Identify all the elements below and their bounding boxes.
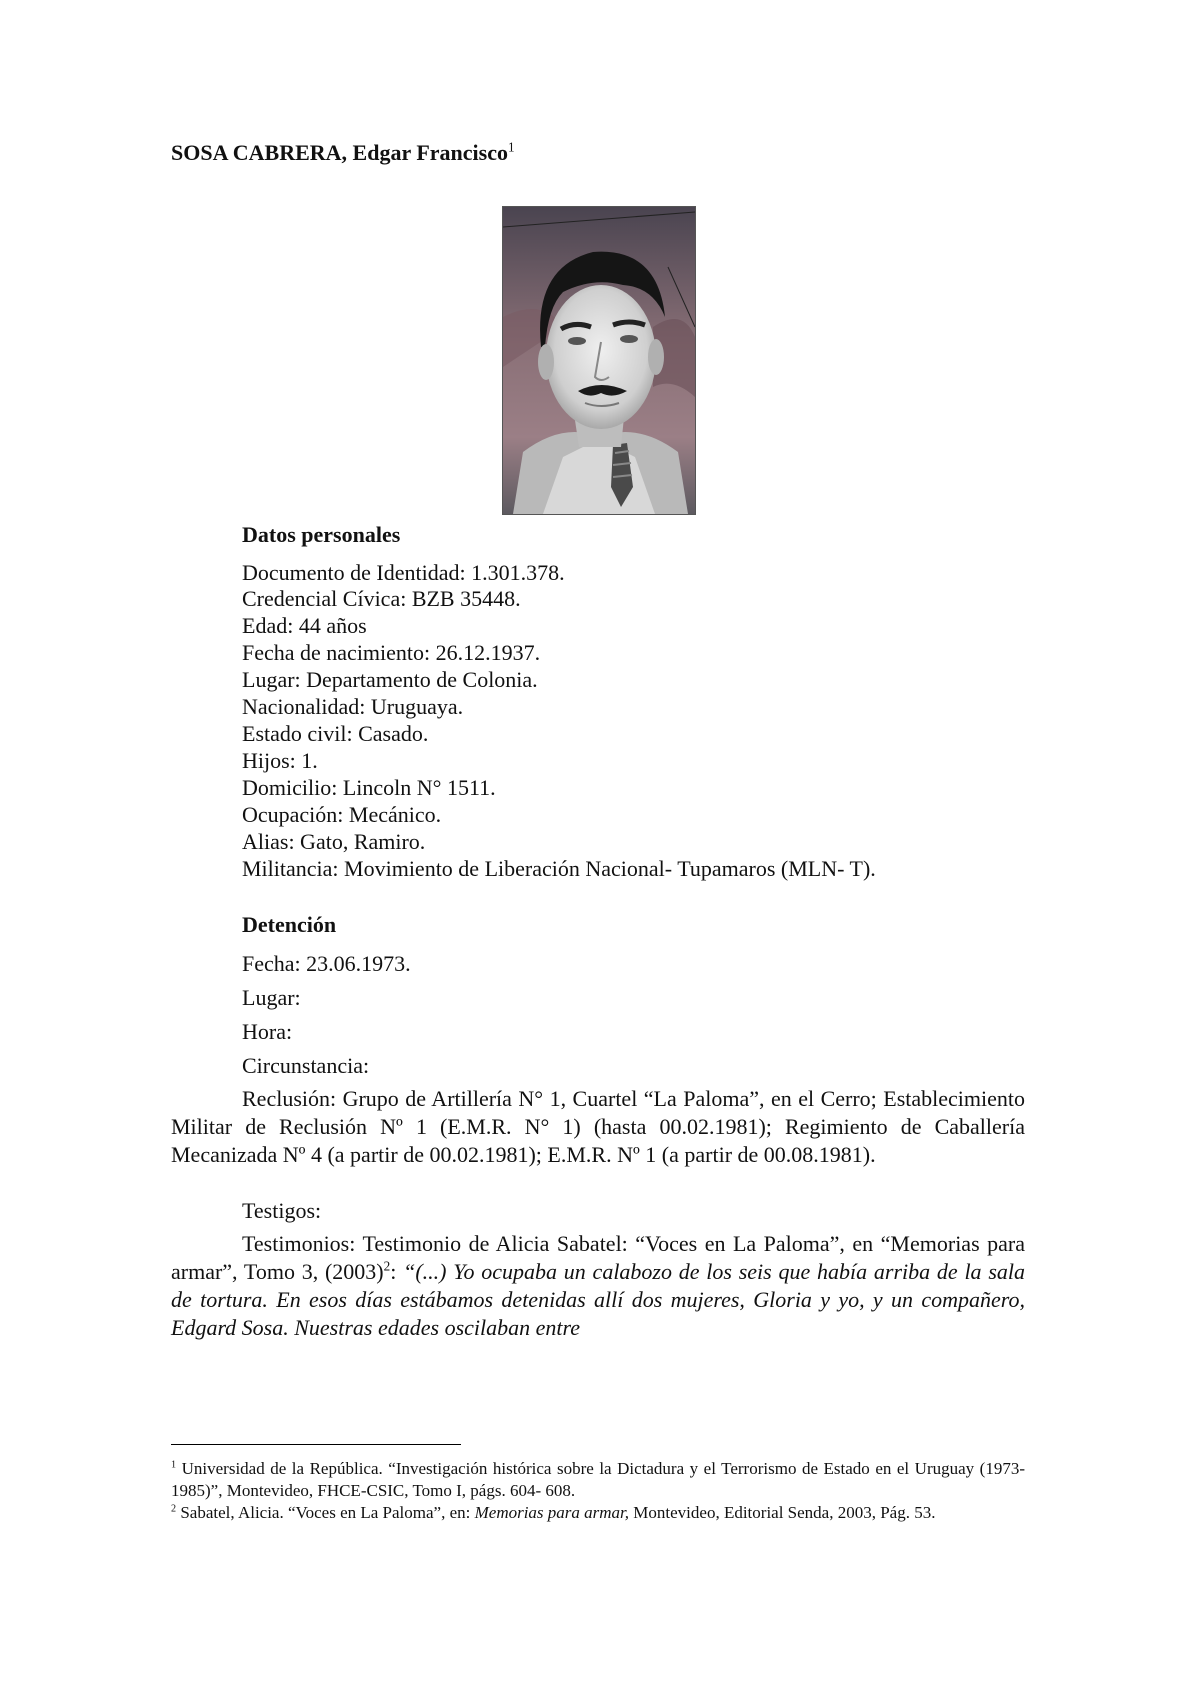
datos-line: Domicilio: Lincoln N° 1511. — [242, 775, 496, 800]
testimonios-paragraph — [171, 1230, 1025, 1342]
datos-line: Fecha de nacimiento: 26.12.1937. — [242, 640, 541, 665]
detencion-line: Circunstancia: — [242, 1053, 370, 1078]
testimonios-colon: : — [390, 1259, 404, 1284]
datos-line: Militancia: Movimiento de Liberación Nacional- Tupamaros (MLN- T). — [242, 856, 876, 881]
footnote-text: Universidad de la República. “Investigación histórica sobre la Dictadura y el Terrorismo de Estado en el Uruguay (1973-1985)”, Montevideo, FHCE-CSIC, Tomo I, págs. 604- 608. — [171, 1459, 1026, 1500]
footnote-book-title: Memorias para armar, — [474, 1503, 630, 1522]
detencion-line: Hora: — [242, 1019, 293, 1044]
portrait-photo — [502, 206, 696, 515]
datos-line: Nacionalidad: Uruguaya. — [242, 694, 464, 719]
section-heading-detencion: Detención — [242, 912, 337, 937]
datos-line: Credencial Cívica: BZB 35448. — [242, 586, 521, 611]
detencion-line: Fecha: 23.06.1973. — [242, 951, 411, 976]
person-name: SOSA CABRERA, Edgar Francisco — [171, 140, 508, 165]
footnote-2 — [171, 1502, 1025, 1524]
datos-line: Documento de Identidad: 1.301.378. — [242, 560, 565, 585]
footnote-number: 1 — [171, 1459, 177, 1471]
testigos-line: Testigos: — [242, 1198, 322, 1223]
testimonios-quote: “(...) Yo ocupaba un calabozo de los seis que había arriba de la sala de tortura. En esos días estábamos detenidas allí dos mujeres, Gloria y yo, y un compañero, Edgard Sosa. Nuestras edades oscilaban entre — [171, 1259, 1025, 1340]
datos-line: Hijos: 1. — [242, 748, 318, 773]
footnote-ref-1: 1 — [507, 139, 515, 155]
datos-line: Lugar: Departamento de Colonia. — [242, 667, 538, 692]
detencion-line: Lugar: — [242, 985, 301, 1010]
datos-line: Ocupación: Mecánico. — [242, 802, 442, 827]
testimonios-lead: Testimonios: Testimonio de Alicia Sabatel: “Voces en La Paloma”, en “Memorias para armar”, Tomo 3, (2003) — [171, 1231, 1025, 1284]
footnote-ref-2: 2 — [383, 1258, 391, 1274]
page-title — [171, 140, 515, 166]
footnote-text: Sabatel, Alicia. “Voces en La Paloma”, en: — [180, 1503, 475, 1522]
footnote-number: 2 — [171, 1503, 177, 1515]
footnote-1 — [171, 1458, 1025, 1502]
datos-line: Estado civil: Casado. — [242, 721, 429, 746]
footnote-separator — [171, 1444, 461, 1445]
datos-line: Edad: 44 años — [242, 613, 367, 638]
section-heading-datos: Datos personales — [242, 522, 401, 547]
reclusion-paragraph: Reclusión: Grupo de Artillería N° 1, Cuartel “La Paloma”, en el Cerro; Establecimiento Militar de Reclusión Nº 1 (E.M.R. N° 1) (hasta 00.02.1981); Regimiento de Caballería Mecanizada Nº 4 (a partir de 00.02.1981); E.M.R. Nº 1 (a partir de 00.08.1981). — [171, 1086, 1025, 1167]
portrait-illustration — [503, 207, 695, 514]
datos-line: Alias: Gato, Ramiro. — [242, 829, 426, 854]
footnote-text-end: Montevideo, Editorial Senda, 2003, Pág. 53. — [629, 1503, 936, 1522]
